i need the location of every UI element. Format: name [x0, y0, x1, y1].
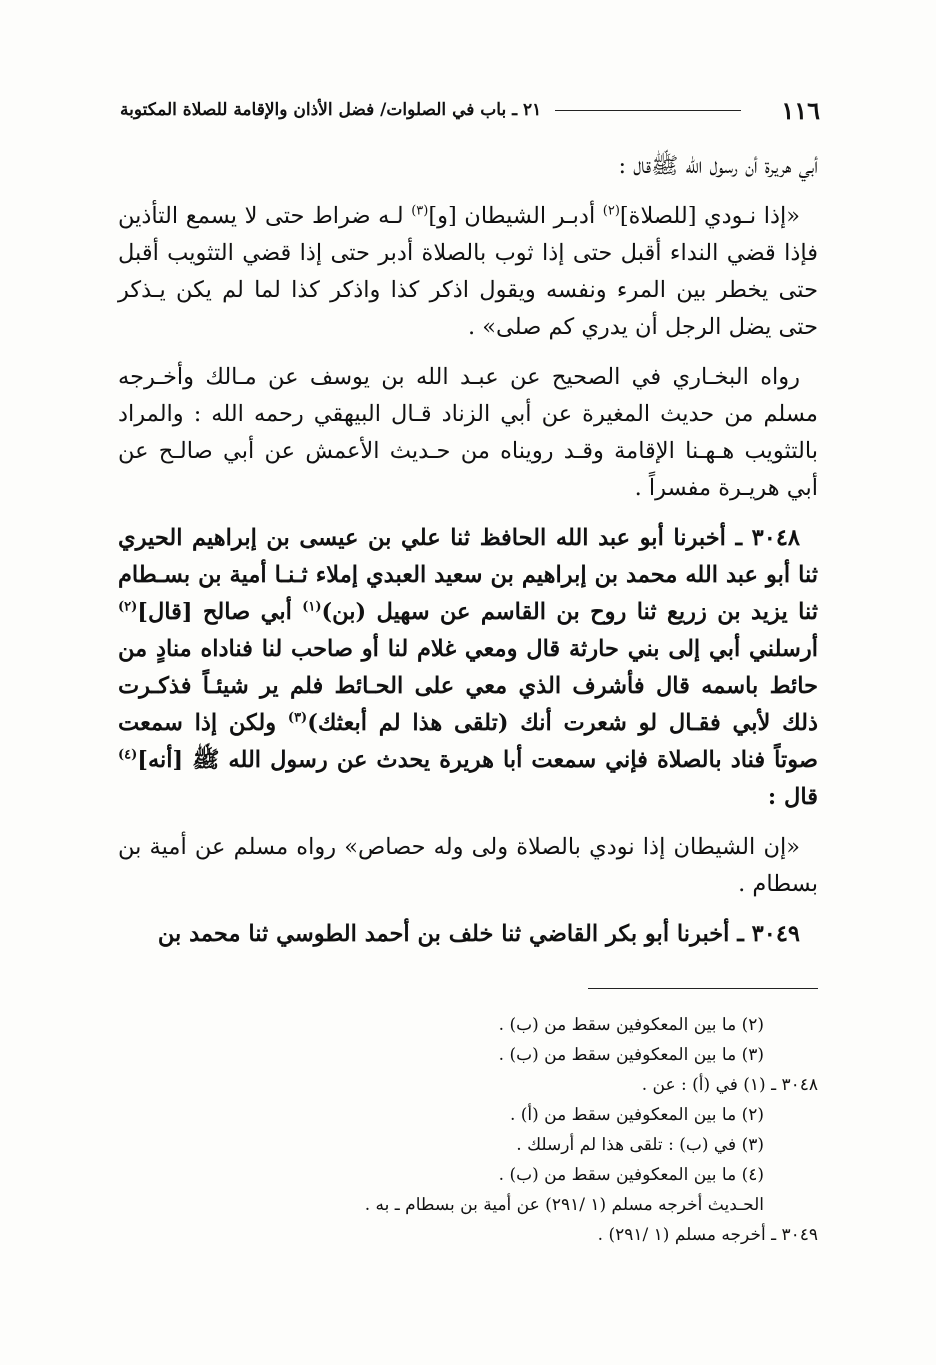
- p4-text-c: أرسلني أبي إلى بني حارثة قال ومعي غلام لنا أو صاحب لنا فناداه منادٍ من حائط باسمه قال فأشرف الذي معي على الحـائط فلم ير شيئـاً فذكـرت ذلك لأبي فقـال لو شعرت أنك (تلقى هذا لم أبعثك): [118, 636, 818, 736]
- footnote: (٤) ما بين المعكوفين سقط من (ب) .: [498, 1165, 764, 1185]
- running-head: ٢١ ـ باب في الصلوات/ فضل الأذان والإقامة للصلاة المكتوبة: [120, 100, 542, 120]
- footnote-ref: (٢): [118, 599, 138, 615]
- footnotes: [118, 1010, 818, 1250]
- p4-text-e: قال :: [767, 784, 818, 810]
- page-number: ١١٦: [781, 95, 820, 125]
- footnote: ٣٠٤٨ ـ (١) في (أ) : عن .: [641, 1075, 818, 1095]
- header-rule: [555, 110, 741, 111]
- p4-text-b: أبي صالح [قال]: [137, 599, 303, 625]
- footnote: (٢) ما بين المعكوفين سقط من (ب) .: [498, 1015, 764, 1035]
- paragraph-4: [118, 520, 818, 816]
- p4-text-d: ولكن إذا سمعت صوتاً فناد بالصلاة فإني سمعت أبا هريرة يحدث عن رسول الله ﷺ [أنه]: [118, 710, 818, 773]
- paragraph-5: «إن الشيطان إذا نودي بالصلاة ولى وله حصاص» رواه مسلم عن أمية بن بسطام .: [118, 834, 818, 897]
- p2-text-b: أدبـر الشيطان [و]: [428, 203, 603, 229]
- footnote: ٣٠٤٩ ـ أخرجه مسلم (١ /٢٩١) .: [597, 1225, 818, 1245]
- paragraph-1: أبي هريرة أن رسول الله ﷺقال :: [618, 153, 818, 179]
- footnote: (٣) في (ب) : تلقى هذا لم أرسلك .: [516, 1135, 764, 1155]
- paragraph-3: رواه البخـاري في الصحيح عن عبـد الله بن يوسف عن مـالك وأخـرجه مسلم من حديث المغيرة عن أبي الزناد قـال البيهقي رحمه الله : والمراد بالتثويب هـهـنا الإقامة وقـد رويناه من حـديث الأعمش عن أبي صالـح عن أبي هريـرة مفسراً .: [118, 364, 818, 501]
- footnote-ref: (١): [302, 599, 322, 615]
- footnote-ref: (٢): [602, 203, 620, 219]
- footnote: (٣) ما بين المعكوفين سقط من (ب) .: [498, 1045, 764, 1065]
- main-text: [118, 148, 818, 966]
- p2-text-a: «إذا نـودي [للصلاة]: [619, 203, 800, 229]
- footnote-ref: (٤): [118, 747, 138, 763]
- footnote-ref: (٣): [287, 710, 308, 726]
- page-header: [120, 92, 820, 128]
- p2-text-c: لـه ضراط حتى لا يسمع التأذين فإذا قضي النداء أقبل حتى إذا ثوب بالصلاة أدبر حتى إذا قضي التثويب أقبل حتى يخطر بين المرء ونفسه ويقول اذكر كذا واذكر كذا لما لم يكن يـذكر حتى يضل الرجل أن يدري كم صلى» .: [118, 203, 818, 340]
- p4-text-a: ٣٠٤٨ ـ أخبرنا أبو عبد الله الحافظ ثنا علي بن عيسى بن إبراهيم الحيري ثنا أبو عبد الله محمد بن إبراهيم بن سعيد العبدي إملاء ثـنـا أمية بن بسـطام ثنا يزيد بن زريع ثنا روح بن القاسم عن سهيل (بن): [118, 525, 819, 625]
- paragraph-6: ٣٠٤٩ ـ أخبرنا أبو بكر القاضي ثنا خلف بن أحمد الطوسي ثنا محمد بن: [157, 921, 800, 947]
- footnote-ref: (٣): [411, 203, 429, 219]
- paragraph-2: [118, 198, 818, 346]
- footnote-separator: [588, 988, 818, 989]
- footnote: (٢) ما بين المعكوفين سقط من (أ) .: [509, 1105, 764, 1125]
- footnote: الحـديث أخرجه مسلم (١ /٢٩١) عن أمية بن بسطام ـ به .: [364, 1195, 764, 1215]
